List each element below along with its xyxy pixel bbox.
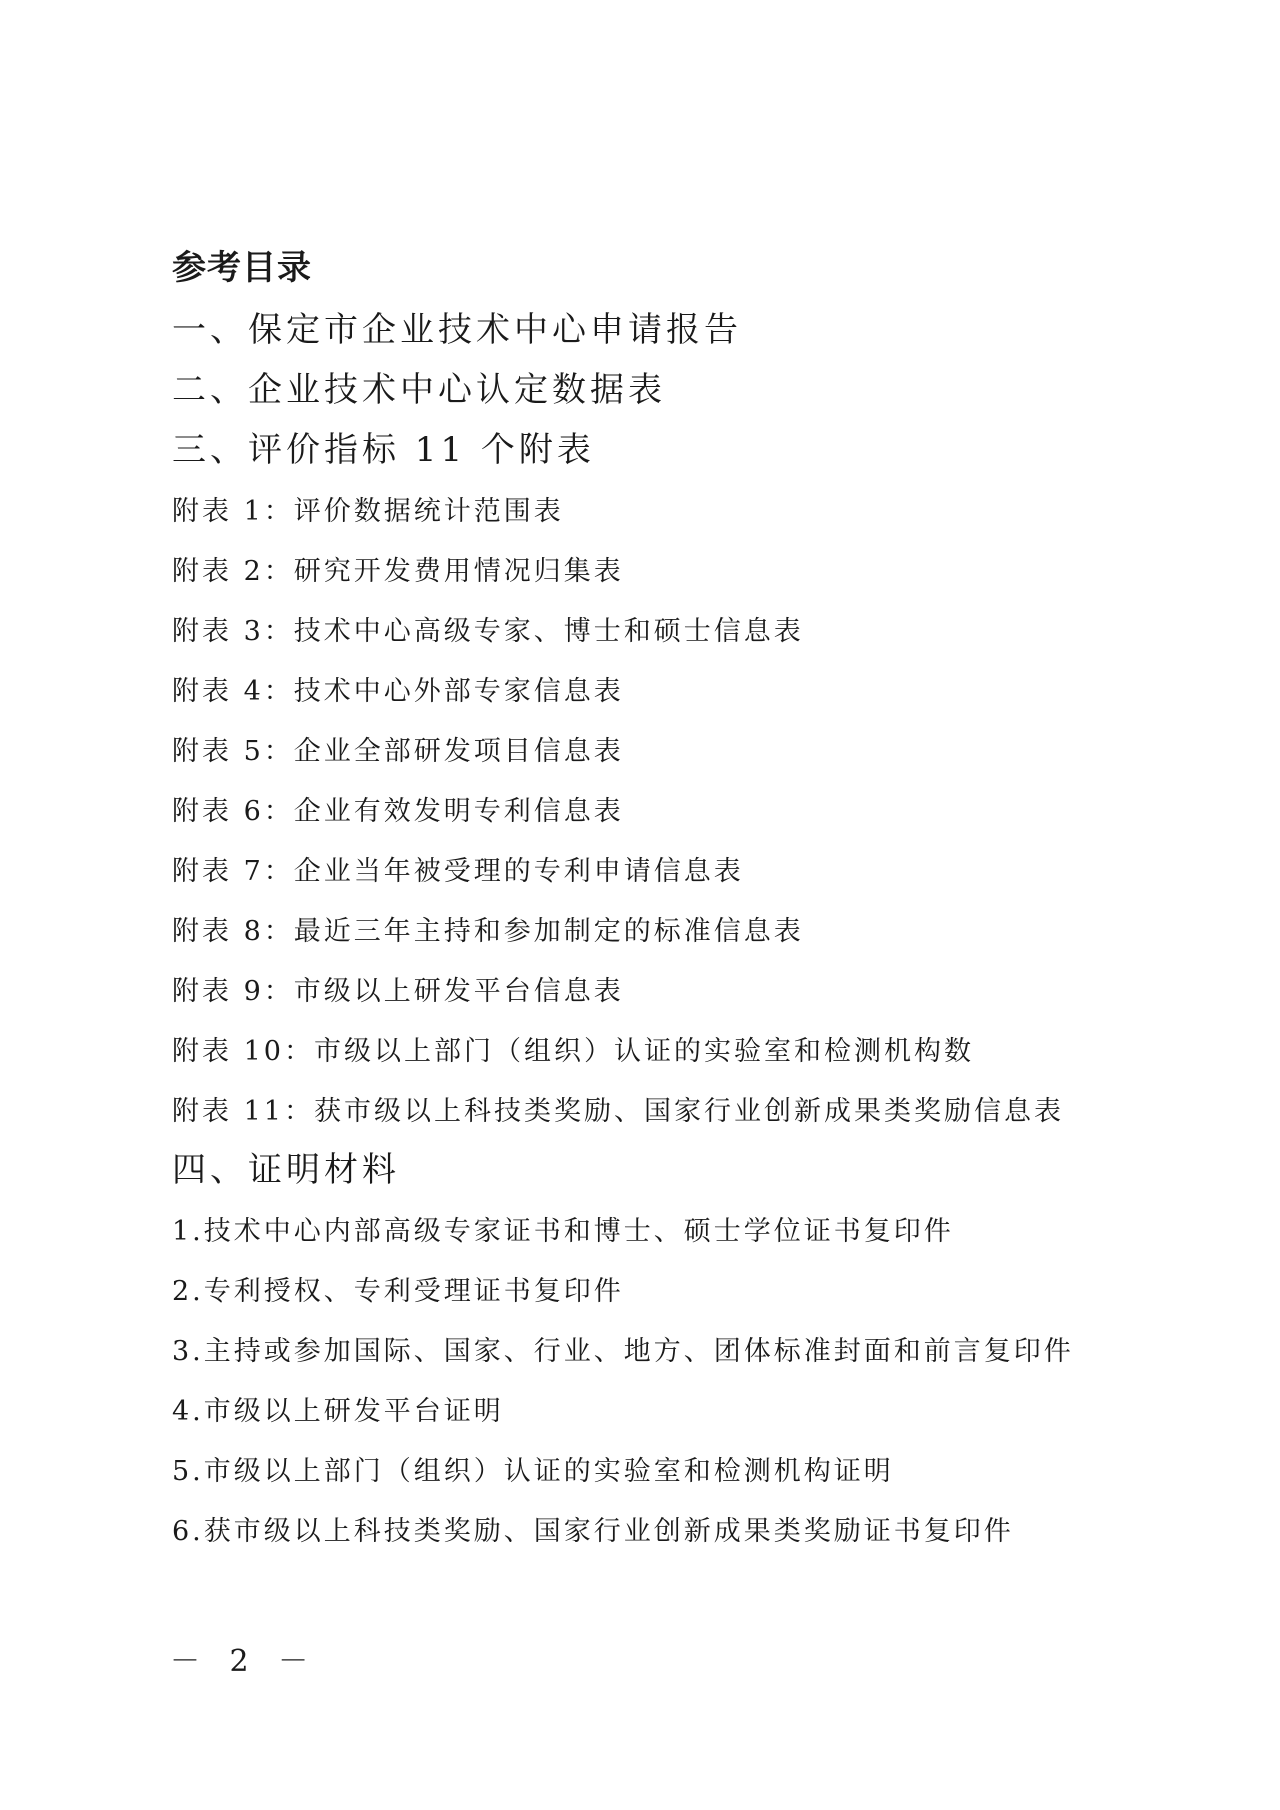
attachment-11: 附表 11：获市级以上科技类奖励、国家行业创新成果类奖励信息表 [172,1096,1064,1127]
attachment-5: 附表 5：企业全部研发项目信息表 [172,736,624,767]
attachment-4: 附表 4：技术中心外部专家信息表 [172,676,624,707]
attachment-1: 附表 1：评价数据统计范围表 [172,496,564,527]
attachment-9: 附表 9：市级以上研发平台信息表 [172,976,624,1007]
attachment-10: 附表 10：市级以上部门（组织）认证的实验室和检测机构数 [172,1036,974,1067]
section-4: 四、证明材料 [172,1150,400,1190]
attachment-6: 附表 6：企业有效发明专利信息表 [172,796,624,827]
material-4: 4.市级以上研发平台证明 [172,1396,504,1427]
section-2: 二、企业技术中心认定数据表 [172,370,666,410]
attachment-7: 附表 7：企业当年被受理的专利申请信息表 [172,856,744,887]
material-6: 6.获市级以上科技类奖励、国家行业创新成果类奖励证书复印件 [172,1516,1014,1547]
section-1: 一、保定市企业技术中心申请报告 [172,310,742,350]
attachment-2: 附表 2：研究开发费用情况归集表 [172,556,624,587]
section-3: 三、评价指标 11 个附表 [172,430,595,470]
material-3: 3.主持或参加国际、国家、行业、地方、团体标准封面和前言复印件 [172,1336,1074,1367]
attachment-3: 附表 3：技术中心高级专家、博士和硕士信息表 [172,616,804,647]
attachment-8: 附表 8：最近三年主持和参加制定的标准信息表 [172,916,804,947]
material-1: 1.技术中心内部高级专家证书和博士、硕士学位证书复印件 [172,1216,954,1247]
page-number: － 2 － [170,1644,319,1679]
material-2: 2.专利授权、专利受理证书复印件 [172,1276,624,1307]
page-title: 参考目录 [172,248,312,288]
material-5: 5.市级以上部门（组织）认证的实验室和检测机构证明 [172,1456,894,1487]
